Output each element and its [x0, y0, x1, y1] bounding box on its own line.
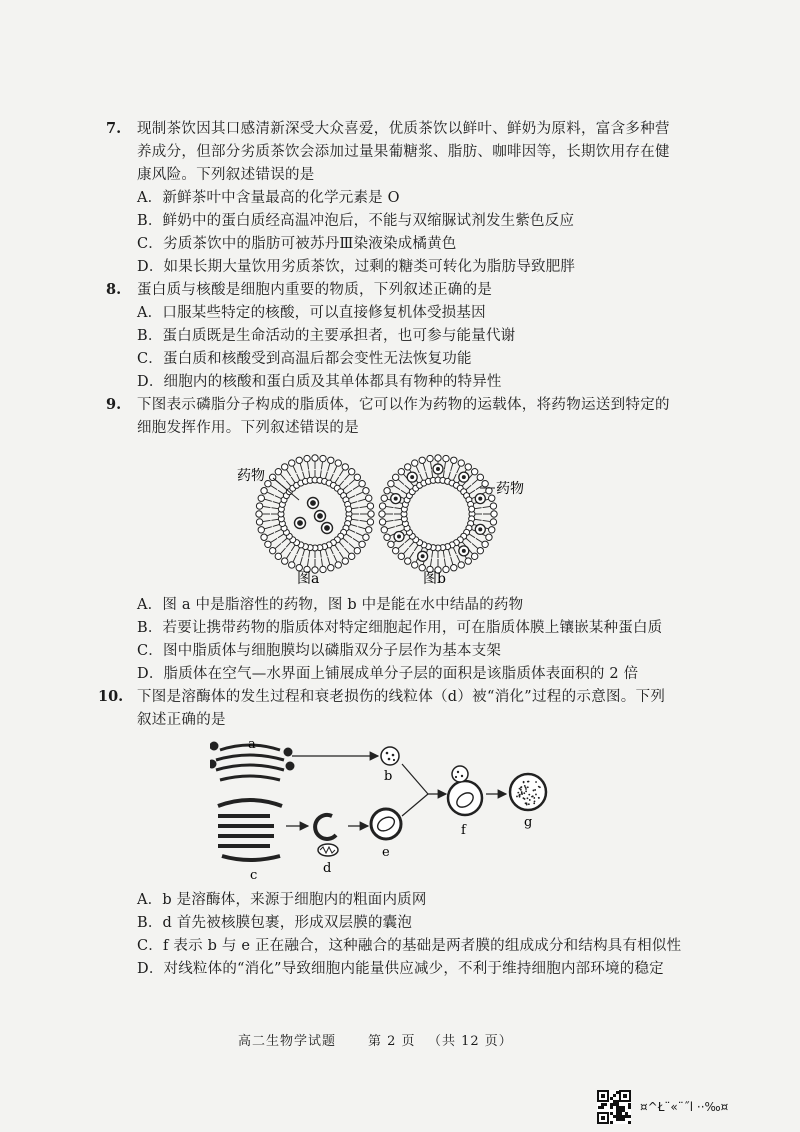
q8-option-d: D．细胞内的核酸和蛋白质及其单体都具有物种的特异性	[137, 374, 502, 390]
line-b-join	[402, 764, 428, 794]
q10-stem-line-2: 叙述正确的是	[137, 712, 226, 728]
fusion-f-lysosome	[452, 766, 468, 782]
footer-title: 高二生物学试题	[238, 1034, 337, 1049]
label-a: a	[248, 737, 256, 752]
residual-body-g	[510, 774, 546, 810]
q8-option-b: B．蛋白质既是生命活动的主要承担者，也可参与能量代谢	[137, 328, 516, 344]
q10-option-c: C．f 表示 b 与 e 正在融合，这种融合的基础是两者膜的组成成分和结构具有相似性	[137, 938, 682, 954]
q8-number: 8.	[106, 281, 122, 298]
liposome-b	[379, 455, 497, 573]
scanner-watermark: ¤^Ł¨«¨˝l ··‰¤	[640, 1100, 729, 1114]
q9-option-d: D．脂质体在空气—水界面上铺展成单分子层的面积是该脂质体表面积的 2 倍	[137, 666, 639, 682]
label-e: e	[382, 845, 390, 860]
endoplasmic-reticulum	[218, 800, 282, 860]
q7-option-c: C．劣质茶饮中的脂肪可被苏丹Ⅲ染液染成橘黄色	[137, 236, 457, 252]
q8-stem-line-1: 蛋白质与核酸是细胞内重要的物质，下列叙述正确的是	[137, 282, 493, 298]
footer-page: 第 2 页	[368, 1034, 416, 1049]
line-e-join	[402, 794, 428, 816]
q7-number: 7.	[106, 120, 122, 137]
q9-stem-line-1: 下图表示磷脂分子构成的脂质体，它可以作为药物的运载体，将药物运送到特定的	[137, 397, 670, 413]
liposome-figure	[225, 448, 565, 588]
q9-option-b: B．若要让携带药物的脂质体对特定细胞起作用，可在脂质体膜上镶嵌某种蛋白质	[137, 620, 663, 636]
q9-option-c: C．图中脂质体与细胞膜均以磷脂双分子层作为基本支架	[137, 643, 502, 659]
label-f: f	[461, 823, 466, 838]
q10-option-a: A．b 是溶酶体，来源于细胞内的粗面内质网	[137, 892, 427, 908]
drug-label-left: 药物	[237, 468, 265, 484]
label-c: c	[250, 868, 258, 883]
q10-number: 10.	[98, 688, 124, 705]
q9-number: 9.	[106, 396, 122, 413]
q7-option-d: D．如果长期大量饮用劣质茶饮，过剩的糖类可转化为脂肪导致肥胖	[137, 259, 576, 275]
q8-option-a: A．口服某些特定的核酸，可以直接修复机体受损基因	[137, 305, 486, 321]
figure-a-caption: 图a	[297, 571, 320, 587]
figure-b-caption: 图b	[423, 571, 446, 587]
footer-total: （共 12 页）	[428, 1034, 513, 1049]
drug-label-right: 药物	[496, 481, 524, 497]
liposome-a-drugs	[295, 498, 333, 534]
q10-option-d: D．对线粒体的“消化”导致细胞内能量供应减少，不利于维持细胞内部环境的稳定	[137, 961, 664, 977]
label-g: g	[524, 815, 533, 830]
q10-option-b: B．d 首先被核膜包裹，形成双层膜的囊泡	[137, 915, 413, 931]
q10-stem-line-1: 下图是溶酶体的发生过程和衰老损伤的线粒体（d）被“消化”过程的示意图。下列	[137, 689, 666, 705]
q7-stem-line-1: 现制茶饮因其口感清新深受大众喜爱，优质茶饮以鲜叶、鲜奶为原料，富含多种营	[137, 121, 670, 137]
lysosome-figure	[210, 734, 570, 884]
q8-option-c: C．蛋白质和核酸受到高温后都会变性无法恢复功能	[137, 351, 472, 367]
lysosome-b	[381, 747, 399, 765]
wrapping-membrane	[315, 815, 336, 839]
q9-option-a: A．图 a 中是脂溶性的药物，图 b 中是能在水中结晶的药物	[137, 597, 524, 613]
label-b: b	[384, 769, 393, 784]
q7-stem-line-2: 养成分，但部分劣质茶饮会添加过量果葡糖浆、脂肪、咖啡因等，长期饮用存在健	[137, 144, 670, 160]
label-d: d	[323, 861, 332, 876]
q7-stem-line-3: 康风险。下列叙述错误的是	[137, 167, 315, 183]
q7-option-b: B．鲜奶中的蛋白质经高温冲泡后，不能与双缩脲试剂发生紫色反应	[137, 213, 575, 229]
q9-stem-line-2: 细胞发挥作用。下列叙述错误的是	[137, 420, 359, 436]
qr-code-icon	[597, 1090, 631, 1124]
q7-option-a: A．新鲜茶叶中含量最高的化学元素是 O	[137, 190, 400, 206]
